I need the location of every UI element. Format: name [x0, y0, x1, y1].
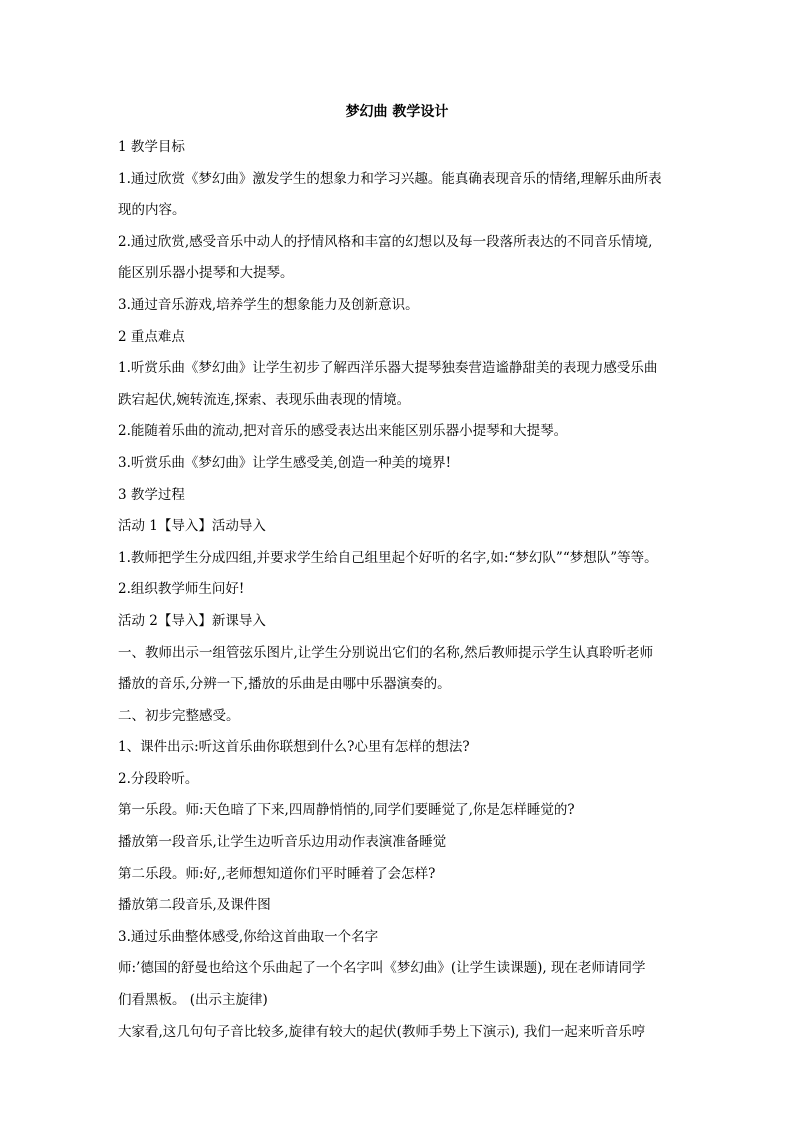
paragraph-line: 能区别乐器小提琴和大提琴。 — [118, 265, 294, 282]
paragraph-line: 1.通过欣赏《梦幻曲》激发学生的想象力和学习兴趣。能真确表现音乐的情绪,理解乐曲所表 — [118, 170, 662, 187]
paragraph-line: 2.通过欣赏,感受音乐中动人的抒情风格和丰富的幻想以及每一段落所表达的不同音乐情境, — [118, 233, 653, 250]
paragraph-line: 3.听赏乐曲《梦幻曲》让学生感受美,创造一种美的境界! — [118, 454, 452, 471]
paragraph-line: 2.分段聆听。 — [118, 770, 199, 787]
section-heading-objectives: 1 教学目标 — [118, 139, 185, 155]
paragraph-line: 跌宕起伏,婉转流连,探索、表现乐曲表现的情境。 — [118, 391, 411, 408]
document-title: 梦幻曲 教学设计 — [345, 104, 449, 120]
paragraph-line: 播放第二段音乐,及课件图 — [118, 897, 271, 914]
section-heading-key-points: 2 重点难点 — [118, 328, 185, 345]
paragraph-line: 现的内容。 — [118, 202, 186, 219]
paragraph-line: 3.通过音乐游戏,培养学生的想象能力及创新意识。 — [118, 296, 419, 313]
paragraph-line: 1.教师把学生分成四组,并要求学生给自己组里起个好听的名字,如:“梦幻队”“梦想队”等等。 — [118, 549, 658, 566]
paragraph-line: 们看黑板。 (出示主旋律) — [118, 992, 268, 1009]
activity-heading: 活动 2【导入】新课导入 — [118, 612, 266, 629]
paragraph-line: 二、初步完整感受。 — [118, 707, 240, 724]
document-body — [118, 132, 678, 1048]
paragraph-line: 师:’德国的舒曼也给这个乐曲起了一个名字叫《梦幻曲》(让学生读课题), 现在老师请同学 — [118, 960, 646, 977]
paragraph-line: 播放的音乐,分辨一下,播放的乐曲是由哪中乐器演奏的。 — [118, 676, 451, 693]
paragraph-line: 2.组织教学师生问好! — [118, 581, 245, 598]
paragraph-line: 1、课件出示:听这首乐曲你联想到什么?心里有怎样的想法? — [118, 739, 470, 756]
activity-heading: 活动 1【导入】活动导入 — [118, 518, 266, 535]
paragraph-line: 2.能随着乐曲的流动,把对音乐的感受表达出来能区别乐器小提琴和大提琴。 — [118, 423, 568, 440]
paragraph-line: 大家看,这几句句子音比较多,旋律有较大的起伏(教师手势上下演示), 我们一起来听音乐哼 — [118, 1023, 646, 1040]
paragraph-line: 第二乐段。师:好,,老师想知道你们平时睡着了会怎样? — [118, 865, 436, 882]
paragraph-line: 一、教师出示一组管弦乐图片,让学生分别说出它们的名称,然后教师提示学生认真聆听老师 — [118, 644, 654, 661]
paragraph-line: 3.通过乐曲整体感受,你给这首曲取一个名字 — [118, 928, 379, 945]
section-heading-process: 3 教学过程 — [118, 486, 185, 503]
paragraph-line: 1.听赏乐曲《梦幻曲》让学生初步了解西洋乐器大提琴独奏营造谧静甜美的表现力感受乐曲 — [118, 360, 658, 377]
paragraph-line: 播放第一段音乐,让学生边听音乐边用动作表演准备睡觉 — [118, 834, 447, 851]
paragraph-line: 第一乐段。师:天色暗了下来,四周静悄悄的,同学们要睡觉了,你是怎样睡觉的? — [118, 802, 575, 819]
